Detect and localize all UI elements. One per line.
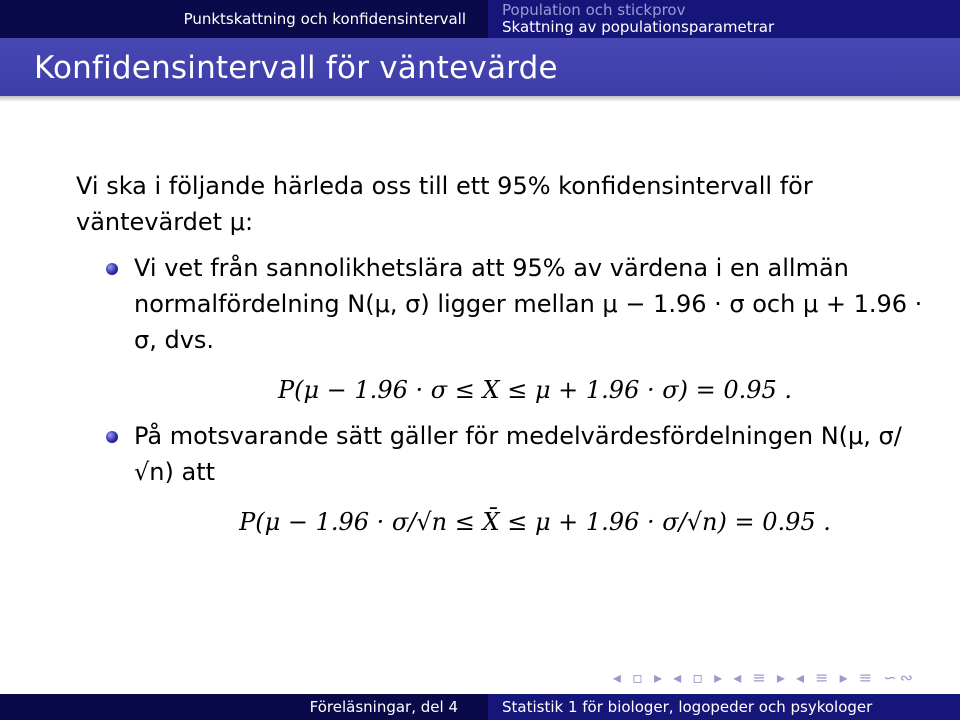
formula: P(μ − 1.96 · σ ≤ X ≤ μ + 1.96 · σ) = 0.95 . [277,376,793,404]
bullet-icon [106,263,118,275]
header-section[interactable]: Punktskattning och konfidensintervall [0,0,488,38]
item-text: På motsvarande sätt gäller för medelvärdesfördelningen N(μ, σ/√n) att [134,422,902,486]
formula: P(μ − 1.96 · σ/√n ≤ X̄ ≤ μ + 1.96 · σ/√n) = 0.95 . [239,508,831,536]
item-text: Vi vet från sannolikhetslära att 95% av värdena i en allmän normalfördelning N(μ, σ) ligger mellan μ − 1.96 · σ och μ + 1.96 · σ, dvs. [134,254,923,354]
title-bar [0,38,960,96]
list-item [76,418,936,540]
bullet-icon [106,431,118,443]
header-topic[interactable]: Population och stickprov [502,1,686,19]
header-subsection [488,0,960,38]
footer-left: Föreläsningar, del 4 [0,694,488,720]
footer-right: Statistik 1 för biologer, logopeder och psykologer [488,694,960,720]
navigation-controls[interactable]: ◂ ▫ ▸ ◂ ▫ ▸ ◂ ≡ ▸ ◂ ≡ ▸ ≡ ∽∾ [612,668,916,687]
intro-text: Vi ska i följande härleda oss till ett 95% konfidensintervall för väntevärdet μ: [76,172,813,236]
slide-title: Konfidensintervall för väntevärde [34,50,558,86]
header-bar [0,0,960,38]
slide-content [76,168,936,548]
footer-bar [0,694,960,720]
list-item [76,250,936,408]
header-subtopic[interactable]: Skattning av populationsparametrar [502,18,775,36]
